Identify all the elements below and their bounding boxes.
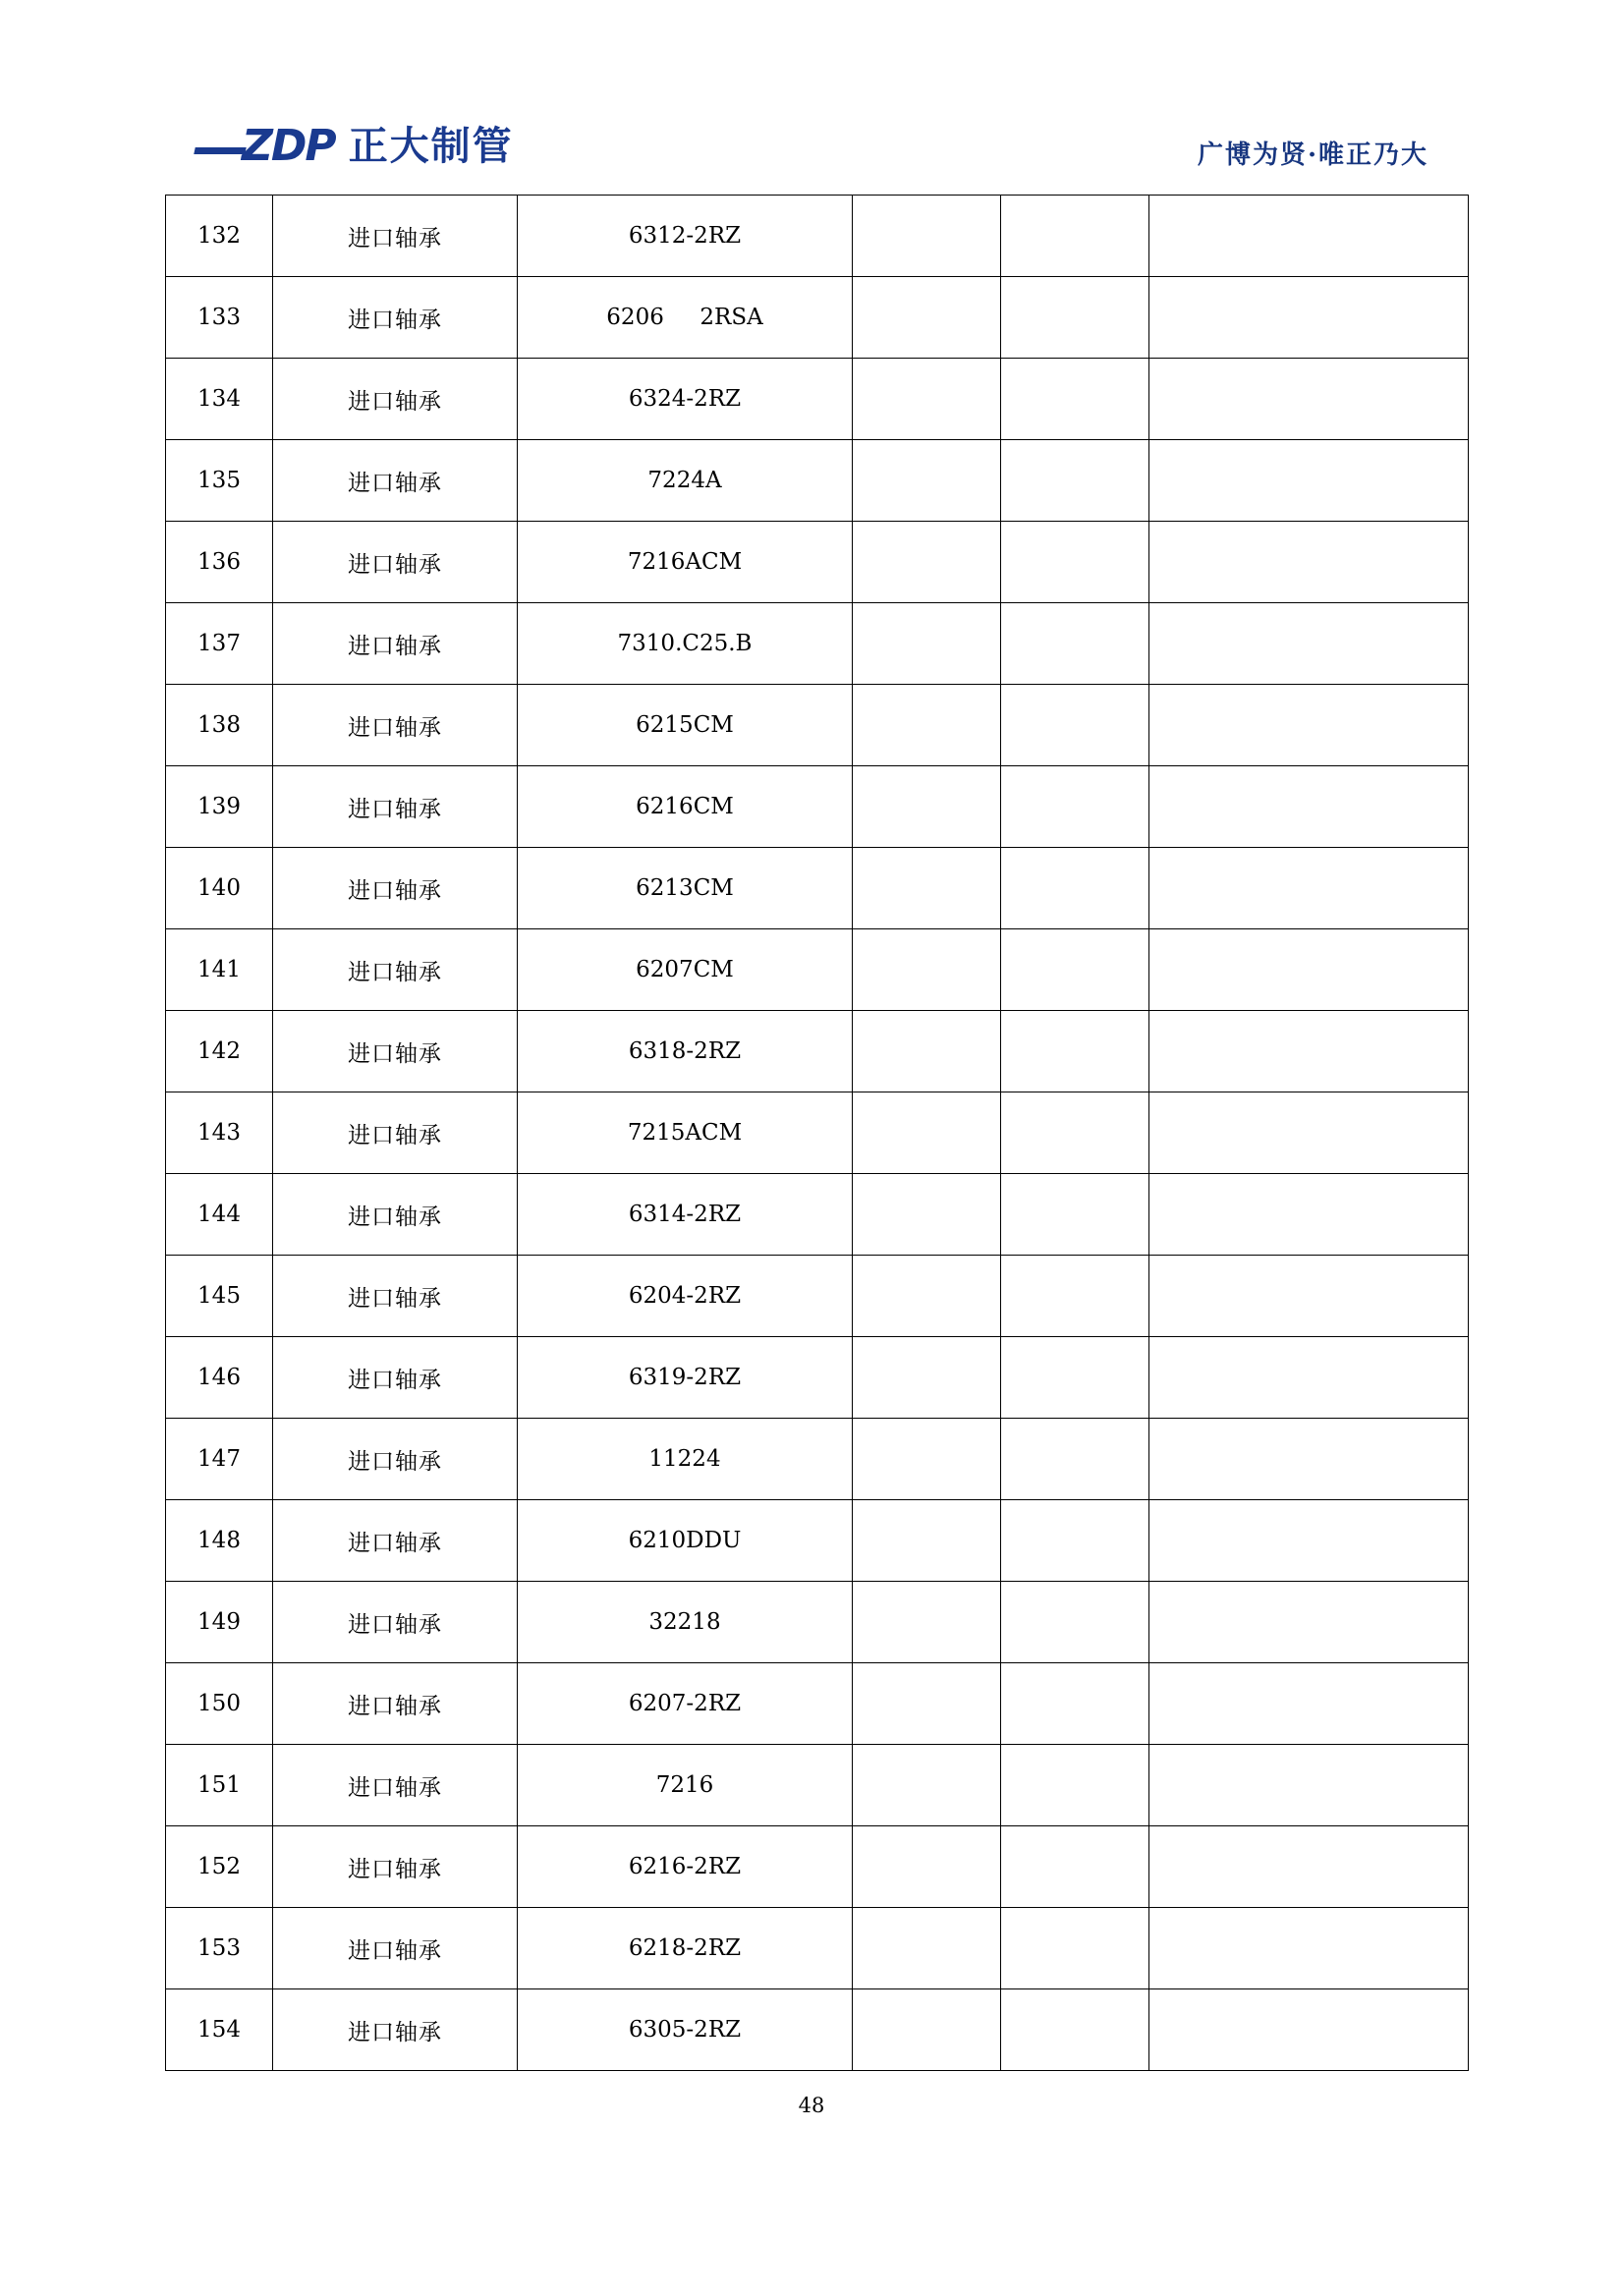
- cell-spec: 6305-2RZ: [518, 1989, 853, 2071]
- cell-spec: 6216-2RZ: [518, 1826, 853, 1908]
- page-header: [165, 123, 1458, 182]
- cell-remark: [1149, 1500, 1469, 1582]
- table-row: [166, 766, 1469, 848]
- cell-name: 进口轴承: [273, 766, 518, 848]
- cell-index: 140: [166, 848, 273, 929]
- cell-quantity: [853, 1256, 1001, 1337]
- cell-remark: [1149, 1908, 1469, 1989]
- cell-name: 进口轴承: [273, 1011, 518, 1092]
- cell-index: 134: [166, 359, 273, 440]
- cell-remark: [1149, 1826, 1469, 1908]
- cell-quantity: [853, 522, 1001, 603]
- cell-name: 进口轴承: [273, 1989, 518, 2071]
- cell-index: 143: [166, 1092, 273, 1174]
- cell-remark: [1149, 522, 1469, 603]
- table-row: [166, 1419, 1469, 1500]
- cell-index: 141: [166, 929, 273, 1011]
- table-row: [166, 440, 1469, 522]
- cell-index: 150: [166, 1663, 273, 1745]
- cell-spec: 6215CM: [518, 685, 853, 766]
- cell-quantity: [853, 1826, 1001, 1908]
- cell-spec: 6319-2RZ: [518, 1337, 853, 1419]
- cell-name: 进口轴承: [273, 1582, 518, 1663]
- table-body: [166, 196, 1469, 2071]
- cell-spec: 6207-2RZ: [518, 1663, 853, 1745]
- cell-name: 进口轴承: [273, 1908, 518, 1989]
- cell-unit: [1001, 277, 1149, 359]
- cell-index: 137: [166, 603, 273, 685]
- cell-unit: [1001, 1092, 1149, 1174]
- table-row: [166, 1500, 1469, 1582]
- cell-spec: 6204-2RZ: [518, 1256, 853, 1337]
- cell-unit: [1001, 1826, 1149, 1908]
- cell-unit: [1001, 522, 1149, 603]
- cell-quantity: [853, 1092, 1001, 1174]
- cell-remark: [1149, 685, 1469, 766]
- cell-index: 142: [166, 1011, 273, 1092]
- cell-quantity: [853, 1663, 1001, 1745]
- table-row: [166, 1011, 1469, 1092]
- cell-spec: 6207CM: [518, 929, 853, 1011]
- table-row: [166, 1663, 1469, 1745]
- page-number: 48: [798, 2094, 825, 2117]
- cell-remark: [1149, 277, 1469, 359]
- cell-remark: [1149, 1745, 1469, 1826]
- cell-quantity: [853, 848, 1001, 929]
- cell-index: 152: [166, 1826, 273, 1908]
- cell-spec: 32218: [518, 1582, 853, 1663]
- cell-unit: [1001, 1582, 1149, 1663]
- cell-index: 139: [166, 766, 273, 848]
- bearings-table: [165, 195, 1469, 2071]
- cell-remark: [1149, 1092, 1469, 1174]
- table-row: [166, 522, 1469, 603]
- cell-unit: [1001, 1011, 1149, 1092]
- table-row: [166, 603, 1469, 685]
- cell-unit: [1001, 440, 1149, 522]
- cell-unit: [1001, 603, 1149, 685]
- cell-unit: [1001, 1419, 1149, 1500]
- company-name: 正大制管: [348, 124, 514, 169]
- cell-unit: [1001, 929, 1149, 1011]
- cell-name: 进口轴承: [273, 522, 518, 603]
- cell-remark: [1149, 1419, 1469, 1500]
- logo-mark-text: ZDP: [242, 121, 335, 171]
- cell-index: 154: [166, 1989, 273, 2071]
- cell-quantity: [853, 440, 1001, 522]
- cell-spec: 7215ACM: [518, 1092, 853, 1174]
- cell-remark: [1149, 359, 1469, 440]
- cell-name: 进口轴承: [273, 1419, 518, 1500]
- cell-name: 进口轴承: [273, 848, 518, 929]
- cell-unit: [1001, 685, 1149, 766]
- cell-unit: [1001, 1256, 1149, 1337]
- cell-name: 进口轴承: [273, 277, 518, 359]
- cell-spec: 6206 2RSA: [518, 277, 853, 359]
- cell-name: 进口轴承: [273, 440, 518, 522]
- company-slogan: 广博为贤·唯正乃大: [1197, 140, 1428, 170]
- cell-spec: 7224A: [518, 440, 853, 522]
- cell-spec: 6324-2RZ: [518, 359, 853, 440]
- table-row: [166, 929, 1469, 1011]
- cell-name: 进口轴承: [273, 685, 518, 766]
- cell-name: 进口轴承: [273, 603, 518, 685]
- cell-remark: [1149, 766, 1469, 848]
- table-row: [166, 1745, 1469, 1826]
- cell-index: 148: [166, 1500, 273, 1582]
- cell-remark: [1149, 1663, 1469, 1745]
- cell-name: 进口轴承: [273, 1826, 518, 1908]
- cell-remark: [1149, 603, 1469, 685]
- cell-unit: [1001, 359, 1149, 440]
- table-row: [166, 277, 1469, 359]
- cell-name: 进口轴承: [273, 1500, 518, 1582]
- cell-quantity: [853, 766, 1001, 848]
- cell-name: 进口轴承: [273, 1745, 518, 1826]
- cell-remark: [1149, 1582, 1469, 1663]
- cell-index: 133: [166, 277, 273, 359]
- cell-index: 132: [166, 196, 273, 277]
- table-row: [166, 1337, 1469, 1419]
- cell-unit: [1001, 1663, 1149, 1745]
- cell-quantity: [853, 1337, 1001, 1419]
- cell-index: 151: [166, 1745, 273, 1826]
- cell-index: 145: [166, 1256, 273, 1337]
- table-row: [166, 1908, 1469, 1989]
- cell-spec: 11224: [518, 1419, 853, 1500]
- cell-quantity: [853, 1582, 1001, 1663]
- cell-index: 136: [166, 522, 273, 603]
- cell-remark: [1149, 1337, 1469, 1419]
- cell-remark: [1149, 1174, 1469, 1256]
- cell-remark: [1149, 1011, 1469, 1092]
- table-row: [166, 1989, 1469, 2071]
- cell-index: 153: [166, 1908, 273, 1989]
- cell-spec: 6216CM: [518, 766, 853, 848]
- cell-unit: [1001, 1500, 1149, 1582]
- cell-spec: 6312-2RZ: [518, 196, 853, 277]
- cell-name: 进口轴承: [273, 196, 518, 277]
- cell-name: 进口轴承: [273, 929, 518, 1011]
- table-row: [166, 1092, 1469, 1174]
- cell-spec: 6314-2RZ: [518, 1174, 853, 1256]
- logo-mark-icon: [195, 123, 335, 170]
- cell-index: 149: [166, 1582, 273, 1663]
- cell-name: 进口轴承: [273, 1174, 518, 1256]
- table-row: [166, 1256, 1469, 1337]
- cell-remark: [1149, 196, 1469, 277]
- table-row: [166, 1826, 1469, 1908]
- cell-unit: [1001, 1989, 1149, 2071]
- cell-spec: 6318-2RZ: [518, 1011, 853, 1092]
- cell-index: 138: [166, 685, 273, 766]
- cell-quantity: [853, 929, 1001, 1011]
- cell-remark: [1149, 1256, 1469, 1337]
- cell-index: 144: [166, 1174, 273, 1256]
- cell-spec: 6213CM: [518, 848, 853, 929]
- cell-quantity: [853, 685, 1001, 766]
- cell-name: 进口轴承: [273, 1337, 518, 1419]
- cell-remark: [1149, 440, 1469, 522]
- cell-index: 147: [166, 1419, 273, 1500]
- cell-quantity: [853, 1174, 1001, 1256]
- cell-quantity: [853, 1908, 1001, 1989]
- table-row: [166, 1582, 1469, 1663]
- cell-name: 进口轴承: [273, 1663, 518, 1745]
- cell-quantity: [853, 359, 1001, 440]
- table-row: [166, 1174, 1469, 1256]
- cell-quantity: [853, 1989, 1001, 2071]
- cell-unit: [1001, 1337, 1149, 1419]
- cell-quantity: [853, 1745, 1001, 1826]
- cell-index: 146: [166, 1337, 273, 1419]
- cell-unit: [1001, 1745, 1149, 1826]
- cell-remark: [1149, 848, 1469, 929]
- table-row: [166, 685, 1469, 766]
- cell-quantity: [853, 196, 1001, 277]
- cell-spec: 7216ACM: [518, 522, 853, 603]
- company-logo: [195, 123, 514, 170]
- table-row: [166, 848, 1469, 929]
- cell-name: 进口轴承: [273, 359, 518, 440]
- cell-spec: 7216: [518, 1745, 853, 1826]
- cell-spec: 6218-2RZ: [518, 1908, 853, 1989]
- table-row: [166, 359, 1469, 440]
- cell-unit: [1001, 1174, 1149, 1256]
- cell-index: 135: [166, 440, 273, 522]
- cell-quantity: [853, 1419, 1001, 1500]
- cell-name: 进口轴承: [273, 1092, 518, 1174]
- cell-unit: [1001, 766, 1149, 848]
- cell-quantity: [853, 277, 1001, 359]
- cell-remark: [1149, 1989, 1469, 2071]
- cell-unit: [1001, 848, 1149, 929]
- cell-quantity: [853, 1011, 1001, 1092]
- cell-unit: [1001, 1908, 1149, 1989]
- cell-remark: [1149, 929, 1469, 1011]
- cell-spec: 7310.C25.B: [518, 603, 853, 685]
- cell-quantity: [853, 603, 1001, 685]
- cell-quantity: [853, 1500, 1001, 1582]
- cell-spec: 6210DDU: [518, 1500, 853, 1582]
- cell-unit: [1001, 196, 1149, 277]
- table-row: [166, 196, 1469, 277]
- cell-name: 进口轴承: [273, 1256, 518, 1337]
